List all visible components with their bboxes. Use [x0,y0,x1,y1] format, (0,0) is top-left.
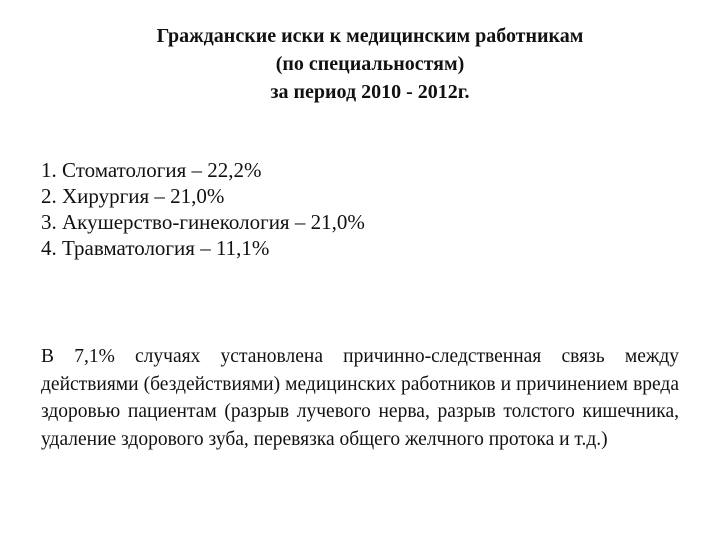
list-item-number: 4. [41,236,57,260]
list-item [41,235,365,261]
list-item [41,183,365,209]
causation-note: В 7,1% случаях установлена причинно-следственная связь между действиями (бездействиями) медицинских работников и причинением вреда здоровью пациентам (разрыв лучевого нерва, разрыв толстого кишечника, удаление здорового зуба, перевязка общего желчного протока и т.д.) [41,346,679,450]
list-item-number: 2. [41,184,57,208]
list-item-text: Стоматология – 22,2% [62,158,262,182]
title-line-1: Гражданские иски к медицинским работникам [156,25,584,47]
list-item [41,157,365,183]
specialty-list [41,157,365,261]
list-item-text: Акушерство-гинекология – 21,0% [62,210,365,234]
list-item-number: 3. [41,210,57,234]
list-item-text: Травматология – 11,1% [62,236,270,260]
slide-title [60,22,680,106]
title-line-2: (по специальностям) [275,53,465,75]
list-item [41,209,365,235]
list-item-text: Хирургия – 21,0% [62,184,225,208]
list-item-number: 1. [41,158,57,182]
title-line-3: за период 2010 - 2012г. [270,81,470,103]
